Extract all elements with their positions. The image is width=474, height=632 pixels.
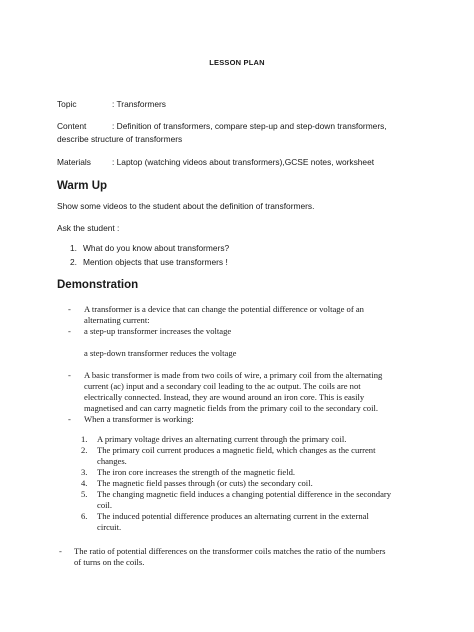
bullet-line: of turns on the coils. <box>74 557 145 567</box>
question-number: 1. <box>70 243 77 253</box>
bullet-line: alternating current: <box>84 315 150 325</box>
step-item <box>81 478 421 489</box>
bullet-line: When a transformer is working: <box>84 414 194 424</box>
step-list <box>81 434 421 533</box>
step-number: 5. <box>81 489 88 499</box>
bullet-line: a step-up transformer increases the voltage <box>84 326 232 336</box>
step-line: The magnetic field passes through (or cuts) the secondary coil. <box>97 478 313 488</box>
page-title: LESSON PLAN <box>209 58 265 67</box>
question-number: 2. <box>70 257 77 267</box>
bullet-line: electrically connected. Instead, they are wound around an iron core. This is easily <box>84 392 365 402</box>
step-number: 4. <box>81 478 88 488</box>
topic-value: : Transformers <box>112 99 166 109</box>
bullet-line: magnetised and can carry magnetic fields from the primary coil to the secondary coil. <box>84 403 378 413</box>
bullet-line: current (ac) input and a secondary coil leading to the ac output. The coils are not <box>84 381 361 391</box>
content-label: Content <box>57 121 87 131</box>
warmup-ask: Ask the student : <box>57 223 120 233</box>
bullet-item <box>59 546 439 568</box>
dash-marker: - <box>68 304 71 314</box>
step-item <box>81 467 421 478</box>
step-number: 2. <box>81 445 88 455</box>
step-line: A primary voltage drives an alternating current through the primary coil. <box>97 434 347 444</box>
step-item <box>81 434 421 445</box>
content-value-line1: : Definition of transformers, compare step-up and step-down transformers, <box>112 121 387 131</box>
bullet-line: A transformer is a device that can change the potential difference or voltage of an <box>84 304 364 314</box>
content-value-line2: describe structure of transformers <box>57 134 183 144</box>
step-number: 3. <box>81 467 88 477</box>
step-number: 1. <box>81 434 88 444</box>
bullet-item <box>68 304 428 326</box>
dash-marker: - <box>59 546 62 556</box>
dash-marker: - <box>68 370 71 380</box>
step-item <box>81 445 421 467</box>
bullet-line: The ratio of potential differences on the transformer coils matches the ratio of the numbers <box>74 546 386 556</box>
materials-label: Materials <box>57 157 91 167</box>
stepdown-line: a step-down transformer reduces the voltage <box>84 348 237 358</box>
warmup-intro: Show some videos to the student about the definition of transformers. <box>57 201 315 211</box>
bullet-line: A basic transformer is made from two coils of wire, a primary coil from the alternating <box>84 370 383 380</box>
step-line: coil. <box>97 500 113 510</box>
step-item <box>81 489 421 511</box>
warmup-heading: Warm Up <box>57 180 108 192</box>
topic-label: Topic <box>57 99 77 109</box>
question-text: What do you know about transformers? <box>83 243 230 253</box>
demonstration-heading: Demonstration <box>57 279 139 291</box>
step-line: The iron core increases the strength of the magnetic field. <box>97 467 296 477</box>
step-line: The changing magnetic field induces a changing potential difference in the secondary <box>97 489 392 499</box>
step-number: 6. <box>81 511 88 521</box>
dash-marker: - <box>68 326 71 336</box>
bullet-item <box>68 326 428 337</box>
question-text: Mention objects that use transformers ! <box>83 257 228 267</box>
bullet-item <box>68 370 428 414</box>
step-line: The primary coil current produces a magnetic field, which changes as the current <box>97 445 376 455</box>
dash-marker: - <box>68 414 71 424</box>
step-line: changes. <box>97 456 127 466</box>
bullet-item <box>68 414 428 425</box>
materials-value: : Laptop (watching videos about transformers),GCSE notes, worksheet <box>112 157 375 167</box>
step-line: circuit. <box>97 522 122 532</box>
step-line: The induced potential difference produces an alternating current in the external <box>97 511 369 521</box>
step-item <box>81 511 421 533</box>
